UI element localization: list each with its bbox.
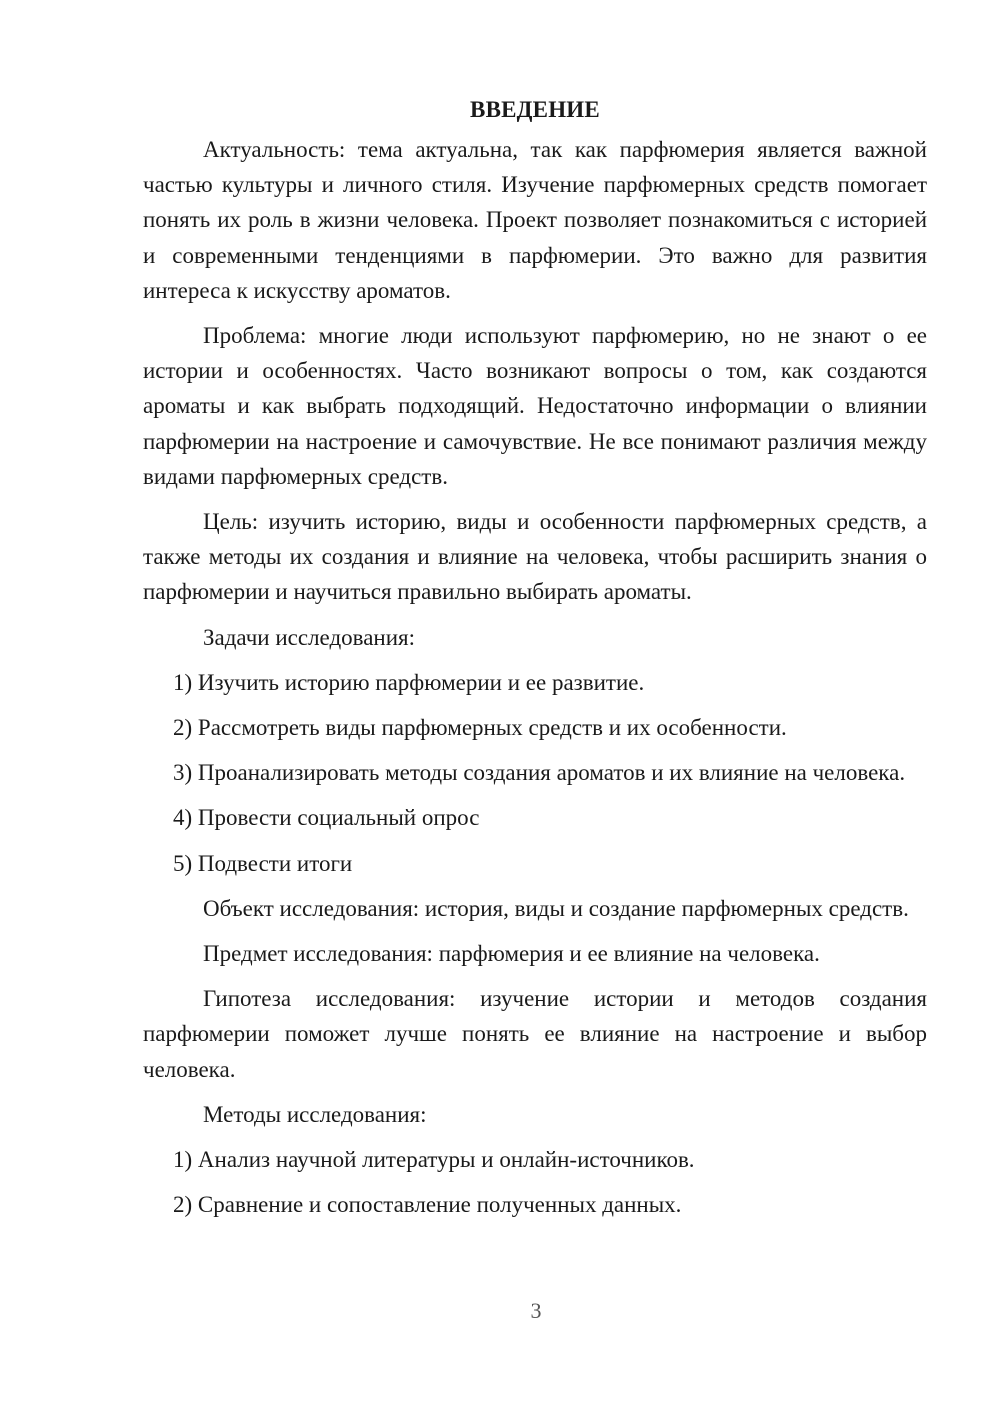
task-item: 4) Провести социальный опрос (173, 805, 480, 831)
page-content (143, 92, 927, 1232)
method-item: 2) Сравнение и сопоставление полученных данных. (173, 1192, 682, 1218)
tasks-heading: Задачи исследования: (203, 624, 416, 650)
paragraph-relevance: Актуальность: тема актуальна, так как парфюмерия является важной частью культуры и личного стиля. Изучение парфюмерных средств помогает понять их роль в жизни человека. Проект позволяет познакомиться с историей и современными тенденциями в парфюмерии. Это важно для развития интереса к искусству ароматов. (143, 137, 927, 303)
task-item: 2) Рассмотреть виды парфюмерных средств и их особенности. (173, 715, 787, 741)
paragraph-subject: Предмет исследования: парфюмерия и ее влияние на человека. (203, 941, 820, 967)
method-item: 1) Анализ научной литературы и онлайн-источников. (173, 1147, 695, 1173)
paragraph-object: Объект исследования: история, виды и создание парфюмерных средств. (203, 895, 909, 921)
task-item: 5) Подвести итоги (173, 850, 353, 876)
paragraph-goal: Цель: изучить историю, виды и особенности парфюмерных средств, а также методы их создания и влияние на человека, чтобы расширить знания о парфюмерии и научиться правильно выбирать ароматы. (143, 509, 927, 605)
task-item: 1) Изучить историю парфюмерии и ее развитие. (173, 669, 645, 695)
task-item: 3) Проанализировать методы создания ароматов и их влияние на человека. (173, 760, 906, 786)
paragraph-hypothesis: Гипотеза исследования: изучение истории и методов создания парфюмерии поможет лучше понять ее влияние на настроение и выбор человека. (143, 986, 927, 1082)
methods-heading: Методы исследования: (203, 1101, 427, 1127)
section-title: ВВЕДЕНИЕ (470, 97, 600, 122)
paragraph-problem: Проблема: многие люди используют парфюмерию, но не знают о ее истории и особенностях. Часто возникают вопросы о том, как создаются ароматы и как выбрать подходящий. Недостаточно информации о влиянии парфюмерии на настроение и самочувствие. Не все понимают различия между видами парфюмерных средств. (143, 323, 927, 489)
page-number: 3 (530, 1298, 542, 1323)
